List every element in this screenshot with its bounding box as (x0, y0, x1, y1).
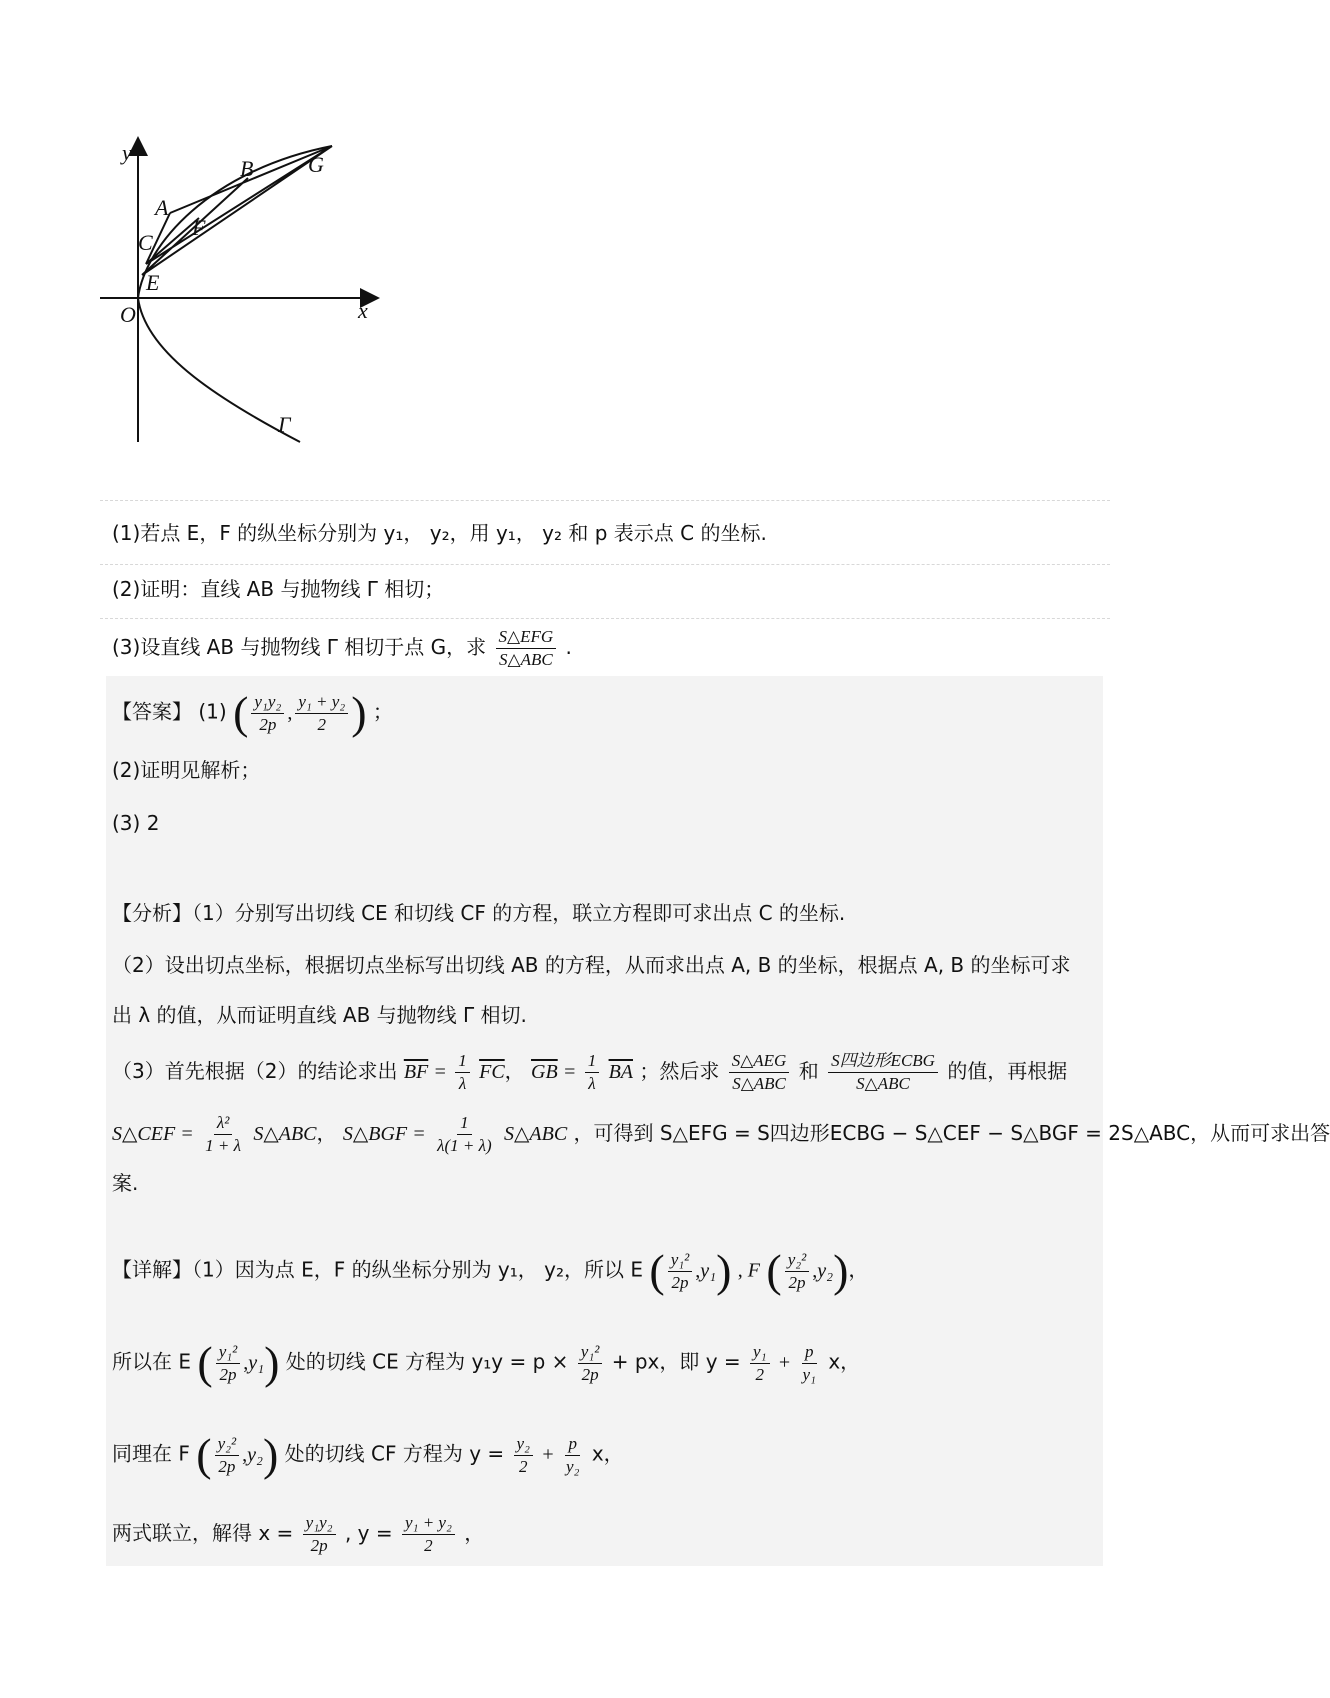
tangent-num: y₁² (578, 1341, 603, 1364)
analysis-p1: （1）分别写出切线 CE 和切线 CF 的方程，联立方程即可求出点 C 的坐标. (192, 901, 846, 925)
analysis-paragraph-3b: S△CEF = $\frac{\text{λ²}}{1 + \lambda}$ S△ABC， S△BGF = $\frac{1}{\lambda(1 + \lambda)}$ S△ABC ，可得到 S△EFG = S四边形ECBG − S△CEF − S△BGF = 2S△ABC，从而可求出答 (112, 1113, 1330, 1155)
vector-gb: $\overline{GB}$ (531, 1061, 558, 1083)
analysis-paragraph-3a: （3）首先根据（2）的结论求出 $\overline{BF}$ = $\frac{1}{\lambda}$ $\overline{FC}$， $\overline{GB}$ = $\frac{1}{\lambda}$ $\overline{BA}$ ；然后求 $\frac{\text{S△AEG}}{\text{S△ABC}}$ 和 $\frac{\text{S四边形ECBG}}{\text{S△ABC}}$ 的值，再根据 (112, 1051, 1068, 1093)
slope-c-den: 2 (519, 1456, 528, 1476)
parabola-diagram (100, 140, 420, 490)
s-abc: S△ABC (504, 1123, 568, 1145)
ratio-1-denominator: S△ABC (732, 1074, 786, 1093)
question-3-numerator: S△EFG (496, 626, 557, 649)
solution-x-den: 2p (310, 1536, 328, 1555)
question-3 (112, 626, 572, 671)
f-x-num: y₂² (215, 1433, 240, 1456)
answer-1-prefix: (1) (198, 699, 227, 724)
slope-b-num: p (802, 1341, 817, 1364)
vector-ba: $\overline{BA}$ (608, 1061, 633, 1083)
solution-y-num: y₁ + y₂ (402, 1512, 455, 1535)
e-x-num: y₁² (216, 1341, 241, 1364)
analysis-paragraph-3c: 案. (112, 1171, 139, 1195)
divider (100, 618, 1110, 619)
detail-d3-end: x， (591, 1441, 624, 1466)
answer-1 (112, 687, 393, 738)
label-c: C (138, 230, 153, 255)
label-x: x (358, 298, 368, 323)
analysis-paragraph-1 (112, 898, 845, 928)
analysis-paragraph-2b: 出 λ 的值，从而证明直线 AB 与抛物线 Γ 相切. (112, 1003, 527, 1027)
question-3-fraction (496, 626, 557, 671)
detail-d2-mid: 处的切线 CE 方程为 y₁y = p × (285, 1349, 569, 1374)
detail-line-4 (112, 1512, 484, 1557)
question-2: (2)证明：直线 AB 与抛物线 Γ 相切； (112, 577, 445, 601)
question-3-denominator: S△ABC (499, 650, 553, 669)
s-abc: S△ABC (253, 1123, 317, 1145)
detail-d1-prefix: （1）因为点 E，F 的纵坐标分别为 y₁， y₂，所以 E (192, 1257, 643, 1282)
tangent-den: 2p (581, 1364, 599, 1384)
vector-fc: $\overline{FC}$ (479, 1061, 505, 1083)
f-x-den: 2p (788, 1272, 806, 1292)
label-a: A (155, 195, 169, 220)
question-3-prefix: (3)设直线 AB 与抛物线 Γ 相切于点 G，求 (112, 635, 487, 659)
answer-label: 【答案】 (112, 699, 192, 724)
e-x-num: y₁² (668, 1249, 693, 1272)
detail-d4-mid: , y = (344, 1521, 393, 1545)
frac-1-den: 1 + λ (205, 1136, 241, 1155)
detail-d2-mid2: + px，即 y = (611, 1349, 741, 1374)
analysis-p3a-and: 和 (798, 1059, 819, 1083)
label-o: O (120, 302, 136, 327)
answer-1-num1: y₁y₂ (251, 691, 284, 714)
ratio-2-denominator: S△ABC (856, 1074, 910, 1093)
answer-3: (3) 2 (112, 811, 160, 835)
analysis-p3a-mid: ；然后求 (639, 1059, 720, 1083)
detail-d2-prefix: 所以在 E (112, 1349, 191, 1374)
divider (100, 564, 1110, 565)
answer-1-den1: 2p (259, 714, 277, 734)
answer-2: (2)证明见解析； (112, 758, 261, 782)
detail-d4-prefix: 两式联立，解得 x = (112, 1521, 294, 1545)
detail-d3-prefix: 同理在 F (112, 1441, 190, 1466)
frac-1-num: λ² (214, 1112, 232, 1135)
ratio-1-numerator: S△AEG (729, 1050, 790, 1073)
question-3-suffix: . (565, 635, 572, 659)
s-bgf: S△BGF (342, 1123, 408, 1145)
analysis-paragraph-2a: （2）设出切点坐标，根据切点坐标写出切线 AB 的方程，从而求出点 A, B 的坐标，根据点 A, B 的坐标可求 (112, 953, 1071, 977)
parabola-figure (100, 140, 420, 490)
f-x-den: 2p (218, 1456, 236, 1476)
ratio-2-numerator: S四边形ECBG (828, 1050, 938, 1073)
slope-d-num: p (565, 1433, 580, 1456)
detail-label: 【详解】 (112, 1257, 192, 1282)
slope-c-num: y₂ (514, 1433, 533, 1456)
slope-d-den: y₂ (565, 1456, 580, 1476)
slope-a-den: 2 (755, 1364, 765, 1384)
vector-bf: $\overline{BF}$ (403, 1061, 429, 1083)
divider (100, 500, 1110, 501)
solution-y-den: 2 (424, 1536, 433, 1555)
analysis-label: 【分析】 (112, 901, 192, 925)
answer-1-num2: y₁ + y₂ (295, 691, 348, 714)
answer-1-suffix: ； (372, 699, 393, 724)
s-cef: S△CEF (112, 1123, 176, 1145)
e-x-den: 2p (219, 1364, 237, 1384)
detail-line-1: 【详解】（1）因为点 E，F 的纵坐标分别为 y₁， y₂，所以 E ( $\frac{\text{y₁²}}{2p}$ , y₁ ) , F ( $\frac{\text{y₂²}}{2p}$ , y₂ ) ， (112, 1245, 869, 1296)
answer-1-coordinate: ( $\frac{\text{y₁y₂}}{2p}$ , $\frac{\text{y₁ + y₂}}{2}$ ) (233, 687, 367, 738)
f-y: y₂ (247, 1444, 263, 1466)
e-x-den: 2p (671, 1272, 689, 1292)
analysis-p3a-end: 的值，再根据 (947, 1059, 1068, 1083)
slope-b-den: y₁ (802, 1364, 816, 1384)
e-y: y₁ (700, 1260, 717, 1282)
detail-d2-end: x， (828, 1349, 861, 1374)
analysis-p3b-mid: ，可得到 S△EFG = S四边形ECBG − S△CEF − S△BGF = 2S△ABC，从而可求出答 (573, 1121, 1330, 1145)
slope-a-num: y₁ (750, 1341, 769, 1364)
f-y: y₂ (817, 1260, 834, 1282)
f-x-num: y₂² (785, 1249, 810, 1272)
detail-line-2: 所以在 E ( $\frac{\text{y₁²}}{2p}$ , y₁ ) 处的切线 CE 方程为 y₁y = p × $\frac{\text{y₁²}}{2p}$ + px，即 y = $\frac{\text{y₁}}{2}$ + $\frac{p}{\text{y₁}}$ x， (112, 1337, 861, 1388)
label-gamma: Γ (278, 412, 291, 437)
label-f: F (192, 215, 206, 240)
solution-x-num: y₁y₂ (303, 1512, 336, 1535)
answer-1-den2: 2 (317, 714, 326, 734)
analysis-p3a-prefix: （3）首先根据（2）的结论求出 (112, 1059, 398, 1083)
label-y: y (122, 140, 132, 165)
label-g: G (308, 152, 324, 177)
detail-d3-mid: 处的切线 CF 方程为 y = (284, 1441, 505, 1466)
label-b: B (240, 156, 254, 181)
e-y: y₁ (248, 1352, 265, 1374)
frac-2-den: λ(1 + λ) (437, 1136, 492, 1155)
detail-d4-end: ， (464, 1521, 485, 1545)
frac-2-num: 1 (457, 1112, 472, 1135)
question-1: (1)若点 E，F 的纵坐标分别为 y₁， y₂，用 y₁， y₂ 和 p 表示点 C 的坐标. (112, 521, 767, 545)
detail-line-3: 同理在 F ( $\frac{\text{y₂²}}{2p}$ , y₂ ) 处的切线 CF 方程为 y = $\frac{\text{y₂}}{2}$ + $\frac{p}{\text{y₂}}$ x， (112, 1429, 624, 1480)
label-e: E (146, 270, 160, 295)
tangent-lines (142, 146, 332, 275)
